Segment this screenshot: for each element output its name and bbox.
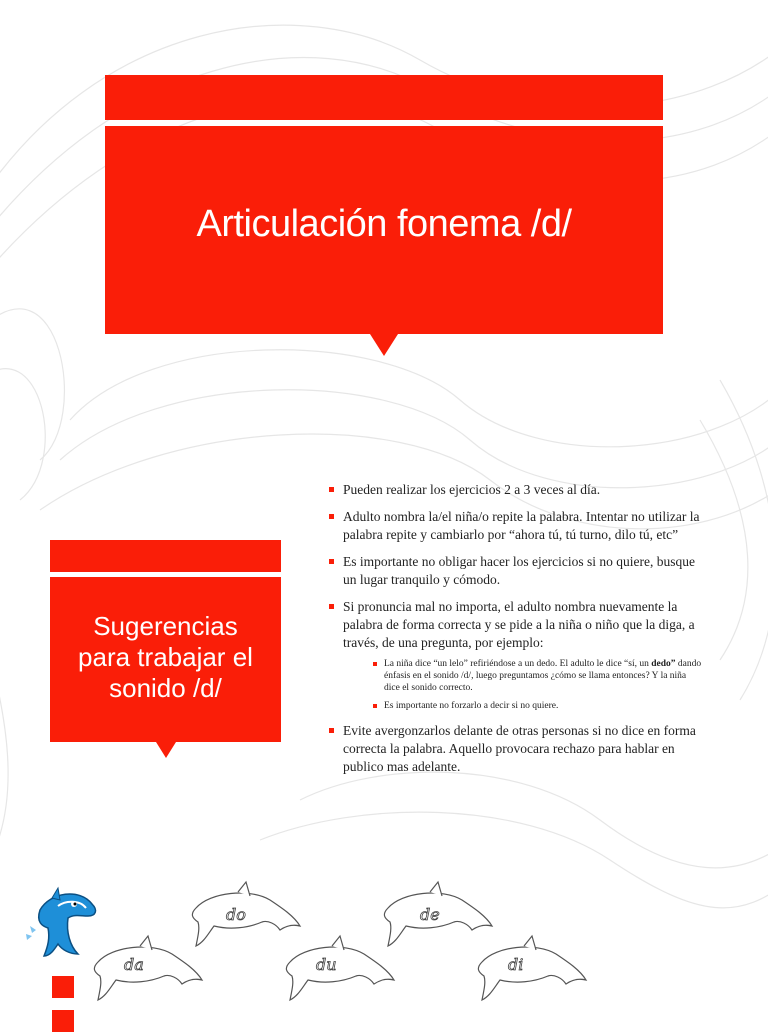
list-item: Si pronuncia mal no importa, el adulto nombra nuevamente la palabra de forma correcta y se pide a la niña o niño que la diga, a través, de una pregunta, por ejemplo: [327,598,702,652]
section-title-line: Sugerencias [93,611,238,641]
page-title: Articulación fonema /d/ [196,202,572,245]
dolphin-mascot-icon [26,888,95,956]
list-item: Pueden realizar los ejercicios 2 a 3 veces al día. [327,481,702,499]
dolphin-outline-du [286,936,394,1000]
section-title [78,611,253,704]
title-accent-bar [105,75,663,120]
section-title-line: para trabajar el [78,642,253,672]
title-pointer-arrow [370,334,398,356]
section-title-line: sonido /d/ [109,673,222,703]
section-accent-bar [50,540,281,572]
sub-item-text: dando énfasis en el sonido /d/, luego preguntamos ¿cómo se llama entonces? Y la niña dice el sonido correcto. [384,659,702,693]
accent-square [52,1010,74,1032]
list-item: Adulto nombra la/el niña/o repite la palabra. Intentar no utilizar la palabra repite y cambiarlo por “ahora tú, tú turno, dilo tú, etc” [327,508,702,544]
title-banner [105,126,663,334]
sub-list-item: Es importante no forzarlo a decir si no quiere. [372,700,702,712]
dolphin-worksheet [0,870,768,1024]
sub-item-text: La niña dice “un lelo” refiriéndose a un dedo. El adulto le dice “sí, un [384,659,652,669]
list-item: Es importante no obligar hacer los ejercicios si no quiere, busque un lugar tranquilo y cómodo. [327,553,702,589]
dolphin-outline-di [478,936,586,1000]
dolphin-illustrations [0,870,768,1024]
syllable-label: di [508,955,524,974]
section-banner [50,577,281,742]
section-pointer-arrow [156,742,176,758]
suggestions-list [327,481,702,785]
accent-square [52,976,74,998]
syllable-label: da [124,955,144,974]
example-sublist [327,658,702,712]
syllable-label: do [226,905,246,924]
dolphin-outline-da [94,936,202,1000]
syllable-label: du [316,955,337,974]
dolphin-outline-de [384,882,492,946]
syllable-label: de [420,905,440,924]
list-item: Evite avergonzarlos delante de otras personas si no dice en forma correcta la palabra. Aquello provocara rechazo para hablar en publico mas adelante. [327,722,702,776]
sub-list-item [372,658,702,694]
sub-item-bold: dedo” [651,659,676,669]
dolphin-outline-do [192,882,300,946]
